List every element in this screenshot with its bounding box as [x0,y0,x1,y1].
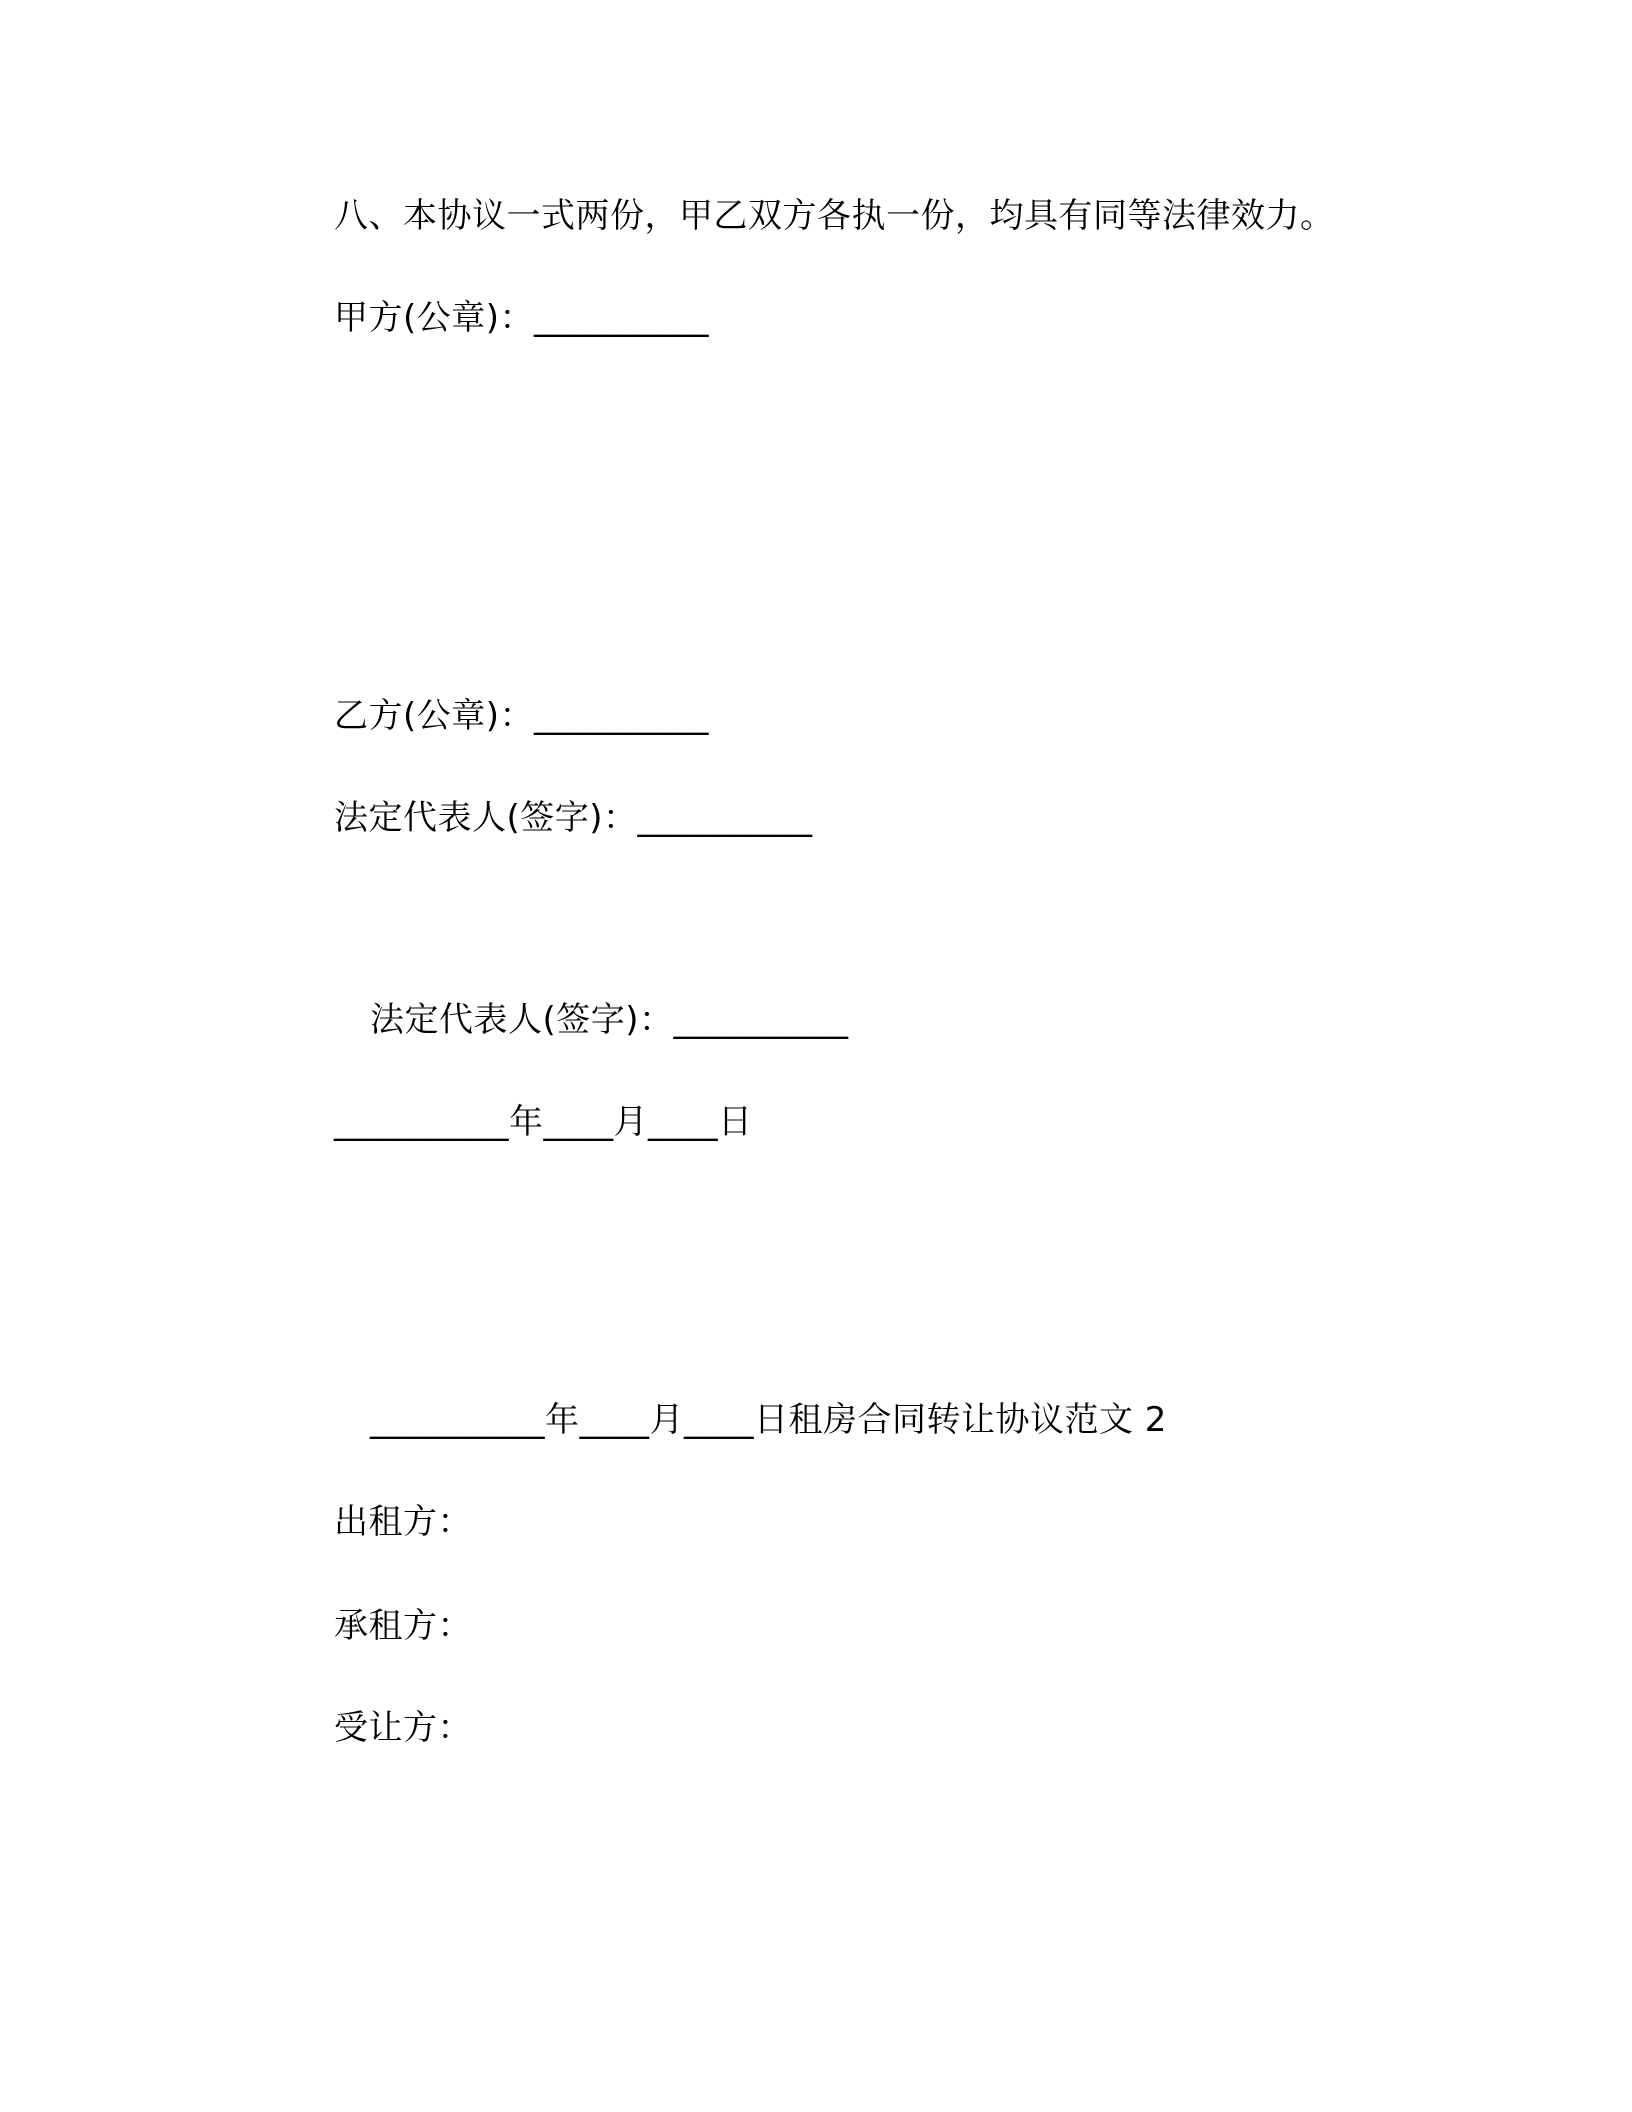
clause-eight: 八、本协议一式两份，甲乙双方各执一份，均具有同等法律效力。 [334,196,1335,236]
transferee-label: 受让方： [334,1708,472,1748]
lessee-label: 承租方： [334,1606,472,1646]
section-title: __________年____月____日租房合同转让协议范文 2 [370,1400,1167,1440]
legal-representative-signature-line-indented: 法定代表人(签字)：__________ [370,1000,849,1040]
date-line: __________年____月____日 [334,1102,753,1142]
legal-representative-signature-line: 法定代表人(签字)：__________ [334,798,813,838]
lessor-label: 出租方： [334,1502,472,1542]
party-a-seal-line: 甲方(公章)：__________ [334,298,710,338]
party-b-seal-line: 乙方(公章)：__________ [334,696,710,736]
